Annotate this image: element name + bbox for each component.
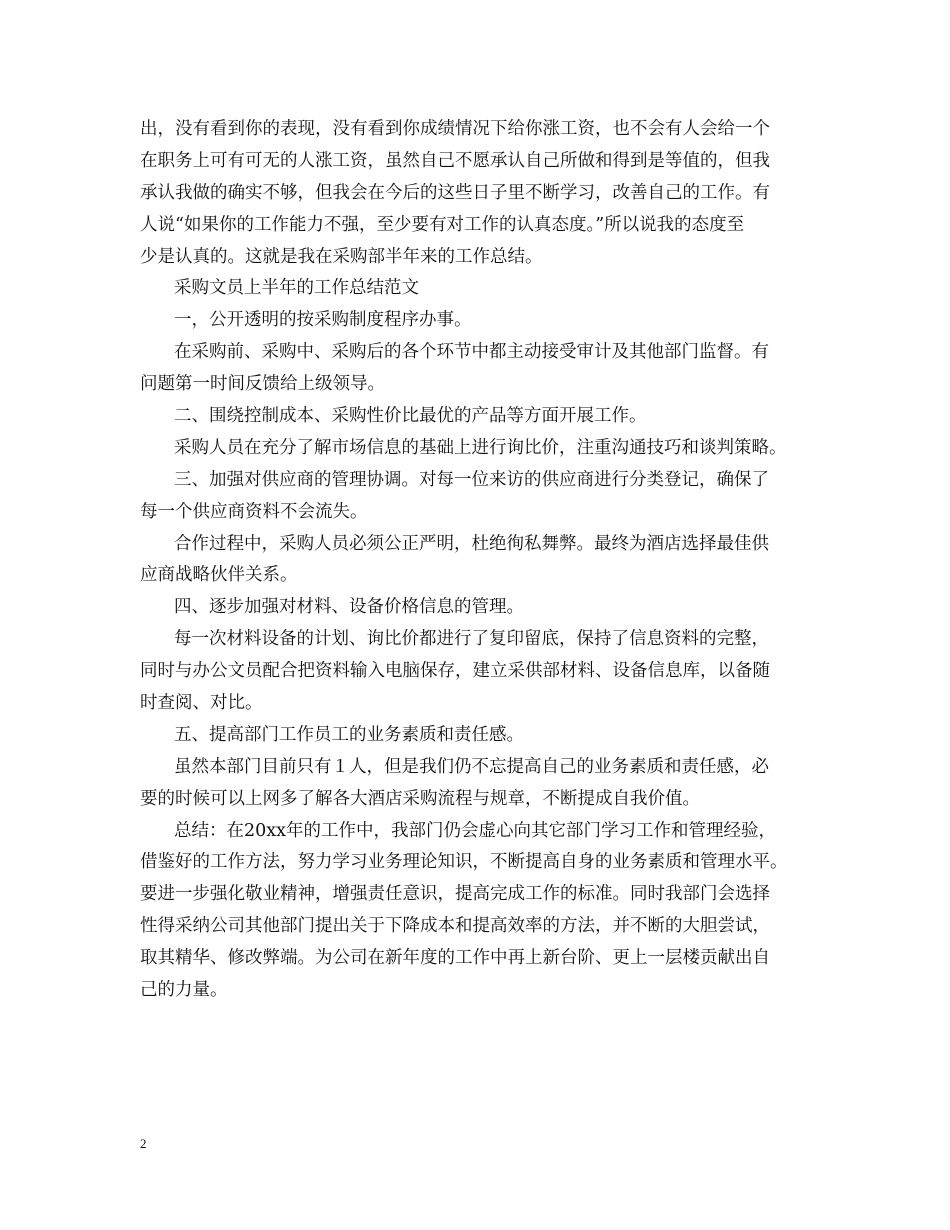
text-line: 合作过程中，采购人员必须公正严明，杜绝徇私舞弊。最终为酒店选择最佳供: [174, 533, 769, 554]
text-line: 己的力量。: [140, 980, 228, 1001]
text-line: 虽然本部门目前只有１人，但是我们仍不忘提高自己的业务素质和责任感，必: [174, 756, 769, 777]
text-line: 承认我做的确实不够，但我会在今后的这些日子里不断学习，改善自己的工作。有: [140, 182, 770, 203]
document-body: [140, 114, 816, 1007]
summary-line: 总结：在20xx年的工作中，我部门仍会虚心向其它部门学习工作和管理经验，: [174, 820, 777, 841]
text-line: 在职务上可有可无的人涨工资，虽然自己不愿承认自己所做和得到是等值的，但我: [140, 150, 770, 171]
text-line: 性得采纳公司其他部门提出关于下降成本和提高效率的方法，并不断的大胆尝试，: [140, 916, 770, 937]
text-line: 每一个供应商资料不会流失。: [140, 501, 368, 522]
section-title: 采购文员上半年的工作总结范文: [174, 278, 419, 299]
text-line: 要的时候可以上网多了解各大酒店采购流程与规章，不断提成自我价值。: [140, 788, 700, 809]
text-line: 少是认真的。这就是我在采购部半年来的工作总结。: [140, 246, 543, 267]
text-line: 出，没有看到你的表现，没有看到你成绩情况下给你涨工资，也不会有人会给一个: [140, 119, 770, 139]
section-heading: 四、逐步加强对材料、设备价格信息的管理。: [174, 597, 524, 618]
text-line: 借鉴好的工作方法，努力学习业务理论知识，不断提高自身的业务素质和管理水平。: [140, 852, 788, 873]
text-line: 在采购前、采购中、采购后的各个环节中都主动接受审计及其他部门监督。有: [174, 342, 769, 363]
text-line: 要进一步强化敬业精神，增强责任意识，提高完成工作的标准。同时我部门会选择: [140, 884, 770, 905]
text-line: 人说“如果你的工作能力不强，至少要有对工作的认真态度。”所以说我的态度至: [140, 214, 745, 235]
section-heading: 五、提高部门工作员工的业务素质和责任感。: [174, 724, 524, 745]
text-line: 采购人员在充分了解市场信息的基础上进行询比价，注重沟通技巧和谈判策略。: [174, 437, 787, 458]
text-line: 同时与办公文员配合把资料输入电脑保存，建立采供部材料、设备信息库，以备随: [140, 661, 770, 682]
page-number: 2: [140, 1136, 147, 1151]
section-heading: 一，公开透明的按采购制度程序办事。: [174, 310, 472, 331]
text-line: 应商战略伙伴关系。: [140, 565, 298, 586]
text-line: 时查阅、对比。: [140, 693, 263, 714]
text-line: 每一次材料设备的计划、询比价都进行了复印留底，保持了信息资料的完整，: [174, 629, 769, 650]
section-heading: 二、围绕控制成本、采购性价比最优的产品等方面开展工作。: [174, 406, 647, 427]
text-line: 问题第一时间反馈给上级领导。: [140, 374, 385, 395]
section-heading: 三、加强对供应商的管理协调。对每一位来访的供应商进行分类登记，确保了: [174, 469, 769, 490]
text-line: 取其精华、修改弊端。为公司在新年度的工作中再上新台阶、更上一层楼贡献出自: [140, 948, 770, 969]
